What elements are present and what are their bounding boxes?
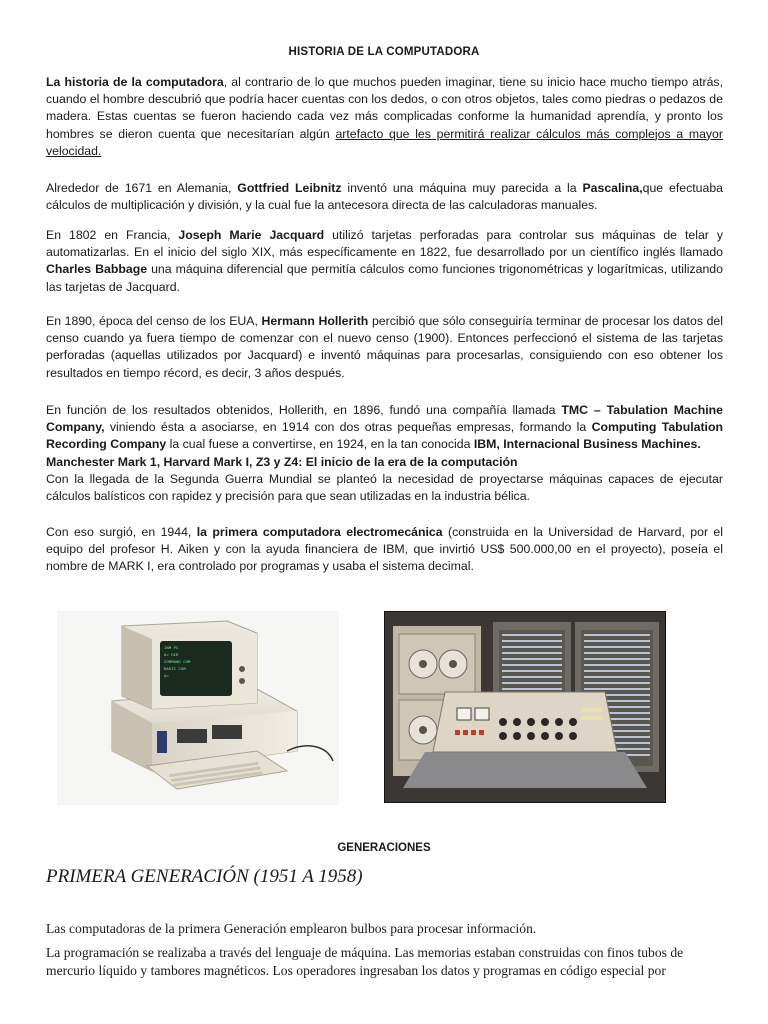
svg-text:A>: A> [164, 675, 169, 679]
text: viniendo ésta a asociarse, en 1914 con dos otras pequeñas empresas, formando la [104, 420, 592, 435]
text: Alrededor de 1671 en Alemania, [46, 181, 238, 195]
bold-name: IBM, Internacional Business Machines. [473, 437, 701, 452]
document-title: HISTORIA DE LA COMPUTADORA [288, 46, 480, 58]
text: que efectuaba cálculos de multiplicación y división, y la cual fue la antecesora directa de las calculadoras manuales. [46, 181, 724, 213]
heading-primera-generacion: PRIMERA GENERACIÓN (1951 A 1958) [46, 866, 363, 887]
paragraph-jacquard [46, 227, 723, 296]
paragraph-leibnitz [46, 180, 723, 214]
paragraph-intro [46, 74, 723, 160]
text: utilizó tarjetas perforadas para controlar sus máquinas de telar y automatizarlas. En el inicio del siglo XIX, más específicamente en 1822, fue desarrollado por un científico inglés llamado [46, 228, 723, 260]
text: Con la llegada de la Segunda Guerra Mundial se planteó la necesidad de proyectarse máquinas capaces de ejecutar cálculos balísticos con rapidez y precisión para que sean utilizadas en la industria bélica. [46, 471, 723, 504]
bold-name: Pascalina, [582, 181, 643, 195]
bold-name: TMC – Tabulation Machine Company, [46, 403, 723, 435]
underlined-text: artefacto que les permitirá realizar cálculos más complejos a mayor velocidad. [46, 126, 723, 158]
svg-text:BASIC COM: BASIC COM [164, 668, 186, 672]
bold-name: la primera computadora electromecánica [196, 525, 443, 539]
svg-text:COMMAND COM: COMMAND COM [164, 661, 191, 665]
text: (construida en la Universidad de Harvard, por el equipo del profesor H. Aiken y con la ayuda financiera de IBM, que invirtió US$ 500.000,00 en el proyecto), poseía el nombre de MARK I, era controlado por programas y usaba el sistema decimal. [46, 525, 724, 574]
paragraph-programacion: La programación se realizaba a través del lenguaje de máquina. Las memorias estaban construidas con finos tubos de mercurio líquido y tambores magnéticos. Los operadores ingresaban los datos y programas en código especial por [46, 945, 684, 978]
bold-name: Hermann Hollerith [261, 314, 369, 328]
bold-name: Computing Tabulation Recording Company [46, 420, 723, 452]
bold-name: Joseph Marie Jacquard [178, 228, 325, 242]
text: percibió que sólo conseguiría terminar de procesar los datos del censo cuando ya fuera tiempo de comenzar con el nuevo censo (1900). Entonces perfeccionó el sistema de las tarjetas perforadas (aquellas utilizados por Jacquard) e inventó máquinas para procesarlas, consiguiendo con eso obtener los resultados en tiempo récord, es decir, 3 años después. [46, 314, 723, 380]
ibm-pc-photo [57, 611, 339, 805]
paragraph-bulbos: Las computadoras de la primera Generación emplearon bulbos para procesar información. [46, 921, 537, 936]
paragraph-tmc [46, 402, 723, 505]
svg-text:IBM PC: IBM PC [164, 647, 179, 651]
section-title-generaciones: GENERACIONES [337, 842, 431, 854]
ibm-pc-illustration [57, 611, 339, 805]
paragraph-mark-i [46, 524, 723, 576]
text: inventó una máquina muy parecida a la [341, 181, 583, 195]
mainframe-console-photo [384, 611, 666, 803]
bold-name: Gottfried Leibnitz [237, 181, 342, 195]
text: En función de los resultados obtenidos, Hollerith, en 1896, fundó una compañía llamada [46, 403, 562, 417]
bold-lead: La historia de la computadora [46, 75, 224, 89]
section-heading: Manchester Mark 1, Harvard Mark I, Z3 y Z4: El inicio de la era de la computación [46, 454, 518, 469]
text: la cual fuese a convertirse, en 1924, en la tan conocida [166, 437, 474, 452]
text: , al contrario de lo que muchos pueden imaginar, tiene su inicio hace mucho tiempo atrás, cuando el hombre descubrió que podría hacer cuentas con los dedos, o con otros objetos, tales como piedras o pedazos de madera. Estas cuentas se fueron haciendo cada vez más complicadas conforme la humanidad aprendía, y pronto los hombres se dieron cuenta que necesitarían algún [46, 75, 723, 141]
paragraph-hollerith [46, 313, 723, 382]
text: una máquina diferencial que permitía cálculos como funciones trigonométricas y logarítmicas, utilizando las tarjetas de Jacquard. [46, 262, 723, 294]
text: Con eso surgió, en 1944, [46, 525, 197, 539]
text: En 1802 en Francia, [46, 228, 179, 242]
text: En 1890, época del censo de los EUA, [46, 314, 262, 328]
mainframe-console-illustration [385, 612, 665, 802]
bold-name: Charles Babbage [46, 262, 148, 277]
svg-text:A> DIR: A> DIR [164, 654, 179, 658]
